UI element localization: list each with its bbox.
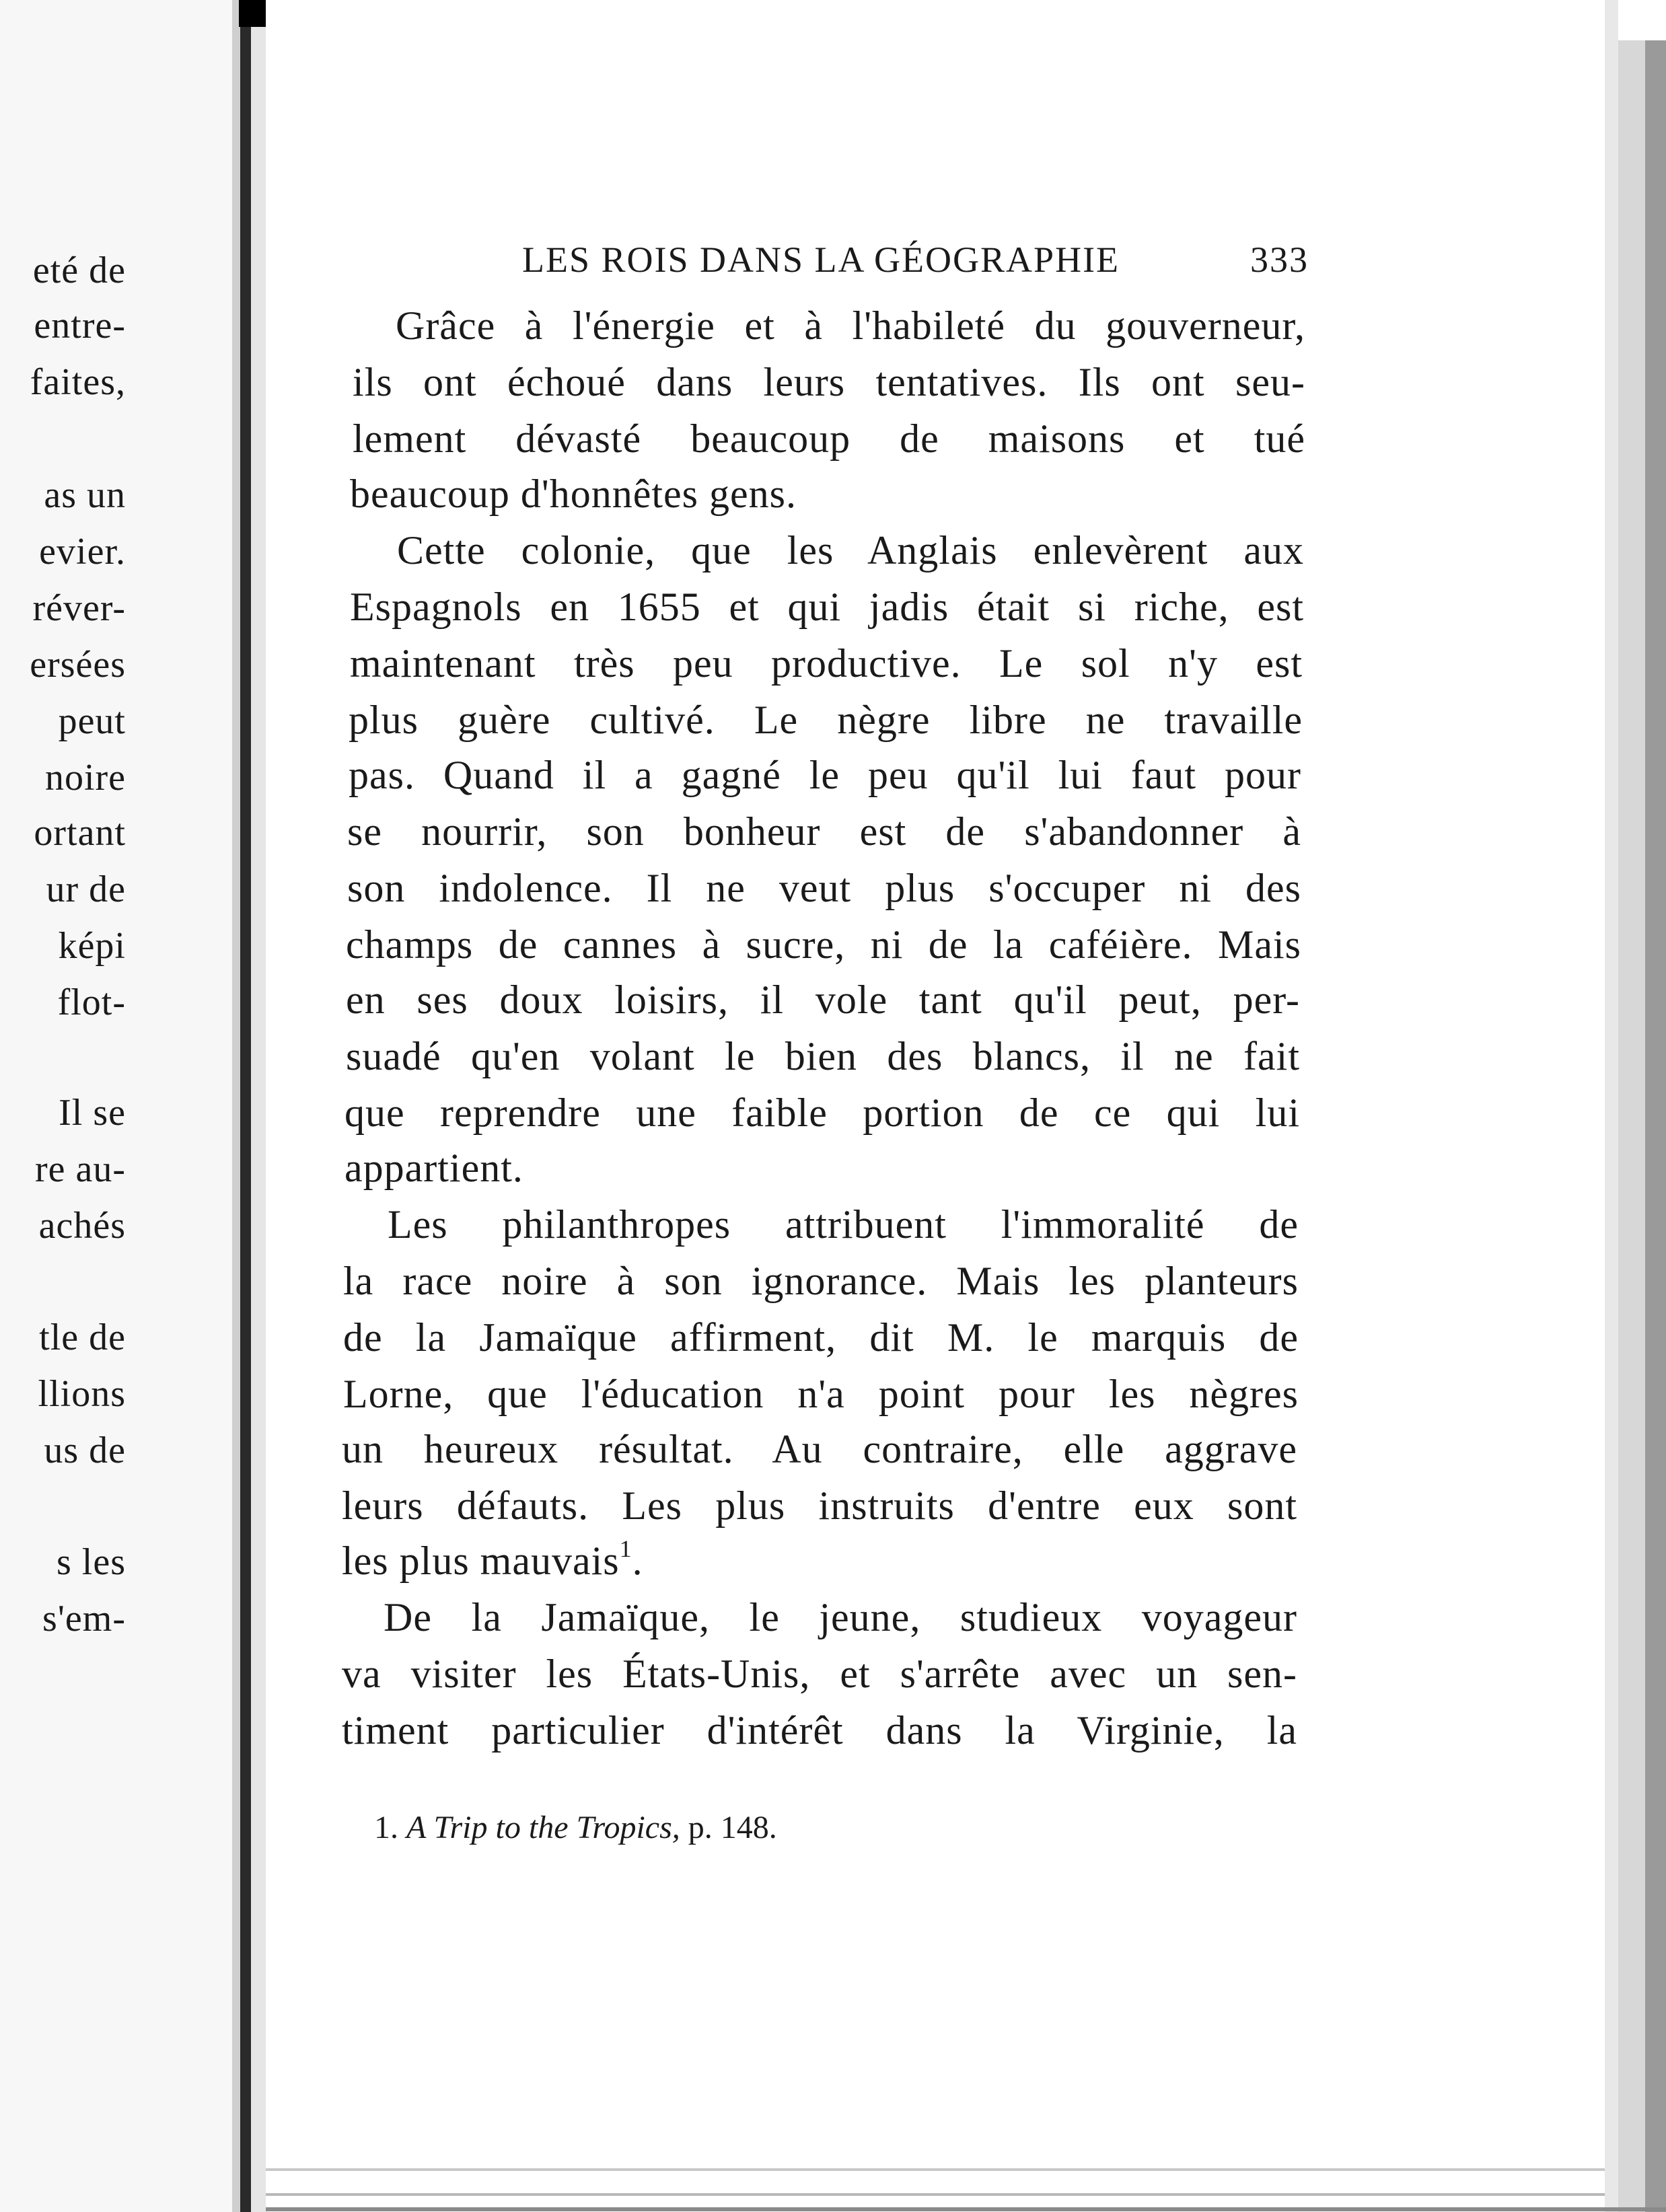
left-page-line: s'em- bbox=[42, 1598, 126, 1639]
body-line: champs de cannes à sucre, ni de la caféière. Mais bbox=[346, 922, 1301, 967]
left-page-fragment bbox=[0, 0, 232, 2212]
left-page-line: re au- bbox=[34, 1148, 126, 1190]
body-line: se nourrir, son bonheur est de s'abandonner à bbox=[347, 809, 1301, 854]
left-page-line: entre- bbox=[34, 305, 126, 346]
left-page-line: képi bbox=[58, 925, 126, 967]
left-page-line: flot- bbox=[57, 982, 126, 1023]
body-line: ils ont échoué dans leurs tentatives. Ils ont seu- bbox=[353, 360, 1305, 404]
left-page-line: ortant bbox=[34, 812, 126, 854]
left-page-line: ersées bbox=[30, 644, 126, 686]
body-line: beaucoup d'honnêtes gens. bbox=[350, 472, 797, 516]
body-line: va visiter les États-Unis, et s'arrête avec un sen- bbox=[342, 1652, 1297, 1696]
body-line: maintenant très peu productive. Le sol n'y est bbox=[350, 641, 1303, 686]
body-line: plus guère cultivé. Le nègre libre ne travaille bbox=[349, 698, 1303, 742]
left-page-line: eté de bbox=[32, 250, 126, 291]
left-page-line: tle de bbox=[39, 1317, 126, 1358]
body-line: lement dévasté beaucoup de maisons et tué bbox=[353, 416, 1305, 461]
left-page-line: achés bbox=[38, 1205, 126, 1247]
footnote-page-ref: p. 148. bbox=[688, 1810, 777, 1845]
body-line: timent particulier d'intérêt dans la Virginie, la bbox=[342, 1708, 1297, 1753]
left-page-line: noire bbox=[44, 757, 126, 799]
left-page-line: as un bbox=[44, 474, 126, 516]
footnote-title: A Trip to the Tropics, bbox=[406, 1810, 680, 1845]
body-line: en ses doux loisirs, il vole tant qu'il peut, per- bbox=[346, 978, 1300, 1022]
body-line: son indolence. Il ne veut plus s'occuper ni des bbox=[347, 866, 1301, 910]
body-line: suadé qu'en volant le bien des blancs, il ne fait bbox=[346, 1034, 1300, 1078]
body-line-text: les plus mauvais bbox=[342, 1539, 620, 1583]
running-head-title: LES ROIS DANS LA GÉOGRAPHIE bbox=[522, 239, 1120, 280]
body-line: Cette colonie, que les Anglais enlevèrent aux bbox=[397, 528, 1304, 573]
line-end-punctuation: . bbox=[632, 1539, 643, 1583]
body-line: de la Jamaïque affirment, dit M. le marquis de bbox=[343, 1315, 1299, 1360]
left-page-line: réver- bbox=[32, 587, 126, 629]
body-line: Lorne, que l'éducation n'a point pour les nègres bbox=[343, 1372, 1299, 1416]
body-line: Grâce à l'énergie et à l'habileté du gouverneur, bbox=[396, 303, 1305, 348]
body-line: pas. Quand il a gagné le peu qu'il lui faut pour bbox=[349, 753, 1301, 797]
left-page-line: evier. bbox=[39, 531, 126, 573]
body-line: De la Jamaïque, le jeune, studieux voyageur bbox=[384, 1595, 1297, 1639]
footnote bbox=[374, 1804, 777, 1851]
left-page-line: us de bbox=[44, 1430, 126, 1471]
footnote-marker: 1 bbox=[619, 1535, 632, 1562]
page-number: 333 bbox=[1250, 239, 1309, 280]
body-line: leurs défauts. Les plus instruits d'entre eux sont bbox=[342, 1483, 1297, 1528]
left-page-line: s les bbox=[57, 1541, 126, 1583]
body-line: que reprendre une faible portion de ce qui lui bbox=[345, 1091, 1300, 1135]
left-page-line: faites, bbox=[30, 361, 126, 403]
left-page-line: peut bbox=[58, 700, 126, 742]
left-page-line: llions bbox=[38, 1373, 126, 1415]
body-line: la race noire à son ignorance. Mais les planteurs bbox=[343, 1259, 1299, 1303]
body-line-with-note bbox=[342, 1533, 643, 1589]
body-line: Espagnols en 1655 et qui jadis était si riche, est bbox=[350, 585, 1304, 629]
body-line: Les philanthropes attribuent l'immoralité de bbox=[388, 1202, 1299, 1247]
left-page-line: ur de bbox=[46, 869, 126, 910]
body-line: appartient. bbox=[345, 1146, 523, 1190]
left-page-line: Il se bbox=[59, 1092, 126, 1134]
body-line: un heureux résultat. Au contraire, elle aggrave bbox=[342, 1427, 1297, 1471]
running-head bbox=[522, 233, 1309, 287]
footnote-number: 1. bbox=[374, 1810, 398, 1845]
